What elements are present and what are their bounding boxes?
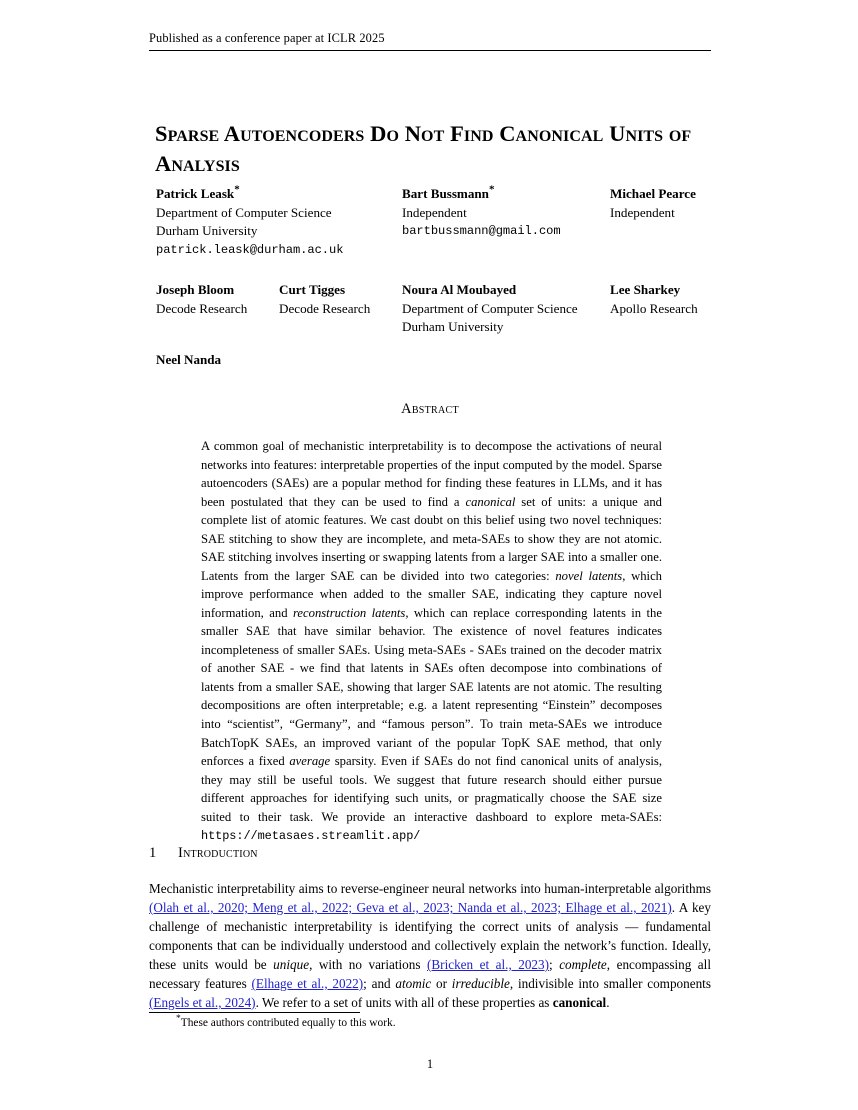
abstract-body: [201, 437, 662, 846]
author-block: [156, 281, 247, 318]
emphasis-text: unique: [273, 957, 310, 972]
emphasis-text: irreducible: [451, 976, 510, 991]
equal-contribution-marker: *: [234, 183, 240, 196]
body-text-run: or: [431, 976, 452, 991]
body-text-run: , which can replace corresponding latents in the smaller SAE that have similar behavior. The existence of novel features indicates incompleteness of smaller SAEs. Using meta-SAEs - SAEs trained on the decoder matrix of another SAE - we find that latents in SAEs often decompose into combinations of latents from a smaller SAE, showing that larger SAE latents are not atomic. The resulting decompositions are often interpretable; e.g. a latent representing “Einstein” decomposes into “scientist”, “Germany”, and “famous person”. To train meta-SAEs we introduce BatchTopK SAEs, an improved variant of the popular TopK SAE method, that only enforces a fixed: [201, 605, 662, 769]
body-text-run: , with no variations: [309, 957, 427, 972]
author-block: [402, 281, 578, 337]
footnote-text: These authors contributed equally to this work.: [180, 1017, 396, 1029]
author-affiliation: Independent: [610, 204, 675, 220]
emphasis-text: reconstruction latents: [292, 605, 406, 620]
page-title: Sparse Autoencoders Do Not Find Canonical Units of Analysis: [155, 121, 692, 176]
section-heading-introduction: [149, 845, 711, 862]
author-block: [156, 351, 221, 370]
author-affiliation: Apollo Research: [610, 300, 698, 316]
body-text-run: . A key challenge of mechanistic interpretability is identifying the correct units of analysis — fundamental components that can be individually understood and collectively explain the network’s function. Ideally, these units would be: [149, 900, 712, 972]
introduction-paragraph: [149, 879, 711, 1012]
author-email[interactable]: bartbussmann@gmail.com: [402, 224, 561, 239]
author-name: Curt Tigges: [279, 282, 346, 297]
footnote-marker: *: [176, 1014, 181, 1025]
strong-text: canonical: [552, 995, 607, 1010]
body-text-run: , which improve performance when added to the smaller SAE, indicating they capture novel information, and: [201, 568, 663, 620]
author-block: [156, 185, 343, 259]
section-number: 1: [149, 845, 157, 861]
emphasis-text: average: [289, 754, 331, 769]
emphasis-text: novel latents: [555, 568, 623, 583]
author-affiliation: Decode Research: [156, 300, 248, 316]
body-text-run: sparsity. Even if SAEs do not find canonical units of analysis, they may still be useful tools. We suggest that future research should either pursue different approaches for identifying such units, or pragmatically choose the SAE size suited to their task. We provide an interactive dashboard to explore meta-SAEs:: [201, 754, 663, 824]
emphasis-text: atomic: [395, 976, 432, 991]
author-name: Lee Sharkey: [610, 282, 681, 297]
author-name: Bart Bussmann*: [402, 183, 495, 201]
citation-link[interactable]: (Olah et al., 2020; Meng et al., 2022; Geva et al., 2023; Nanda et al., 2023; Elhage et al., 2021): [149, 900, 672, 915]
running-header: Published as a conference paper at ICLR 2025: [149, 31, 385, 45]
body-text-run: ;: [549, 957, 560, 972]
paper-page: [149, 0, 711, 1110]
citation-link[interactable]: (Elhage et al., 2022): [251, 976, 364, 991]
body-text-run: ; and: [363, 976, 396, 991]
author-email[interactable]: patrick.leask@durham.ac.uk: [156, 242, 344, 257]
body-text-run: , encompassing all necessary features: [149, 957, 711, 991]
body-text-run: .: [606, 995, 610, 1010]
body-text-run: Mechanistic interpretability aims to reverse-engineer neural networks into human-interpretable algorithms: [149, 881, 711, 896]
author-name: Neel Nanda: [156, 352, 222, 367]
author-affiliation: Durham University: [156, 223, 258, 239]
author-name: Michael Pearce: [610, 186, 696, 201]
citation-link[interactable]: (Engels et al., 2024): [149, 995, 256, 1010]
author-name: Patrick Leask*: [156, 183, 240, 201]
author-affiliation: Independent: [402, 204, 467, 220]
citation-link[interactable]: (Bricken et al., 2023): [426, 957, 550, 972]
running-header-rule: [149, 50, 711, 51]
author-block: [610, 281, 698, 318]
author-name: Noura Al Moubayed: [402, 282, 517, 297]
section-title: Introduction: [178, 845, 258, 861]
emphasis-text: complete: [559, 957, 607, 972]
author-affiliation: Department of Computer Science: [402, 300, 578, 316]
author-block: [279, 281, 370, 318]
equal-contribution-marker: *: [488, 183, 495, 196]
body-text-run: . We refer to a set of units with all of these properties as: [255, 995, 553, 1010]
footnote: [176, 1016, 696, 1032]
body-text-run: A common goal of mechanistic interpretability is to decompose the activations of neural networks into features: interpretable properties of the input computed by the model. Sparse autoencoders (SAEs) are a popular method for finding these features in LLMs, and it has been postulated that they can be used to find a: [201, 439, 662, 509]
author-affiliation: Decode Research: [279, 300, 371, 316]
abstract-heading: Abstract: [401, 401, 459, 417]
url-text: https://metasaes.streamlit.app/: [201, 829, 421, 844]
author-block: [610, 185, 696, 222]
footnote-rule: [149, 1012, 360, 1013]
author-block: [402, 185, 561, 241]
emphasis-text: canonical: [465, 494, 516, 509]
page-number: 1: [426, 1057, 434, 1071]
author-affiliation: Durham University: [402, 319, 504, 335]
author-affiliation: Department of Computer Science: [156, 204, 332, 220]
body-text-run: set of units: a unique and complete list of atomic features. We cast doubt on this belief using two novel techniques: SAE stitching to show they are incomplete, and meta-SAEs to show they are not atomic. SAE stitching involves inserting or swapping latents from a larger SAE into a smaller one. Latents from the larger SAE can be divided into two categories:: [201, 494, 662, 583]
author-name: Joseph Bloom: [156, 282, 235, 297]
body-text-run: , indivisible into smaller components: [509, 976, 711, 991]
